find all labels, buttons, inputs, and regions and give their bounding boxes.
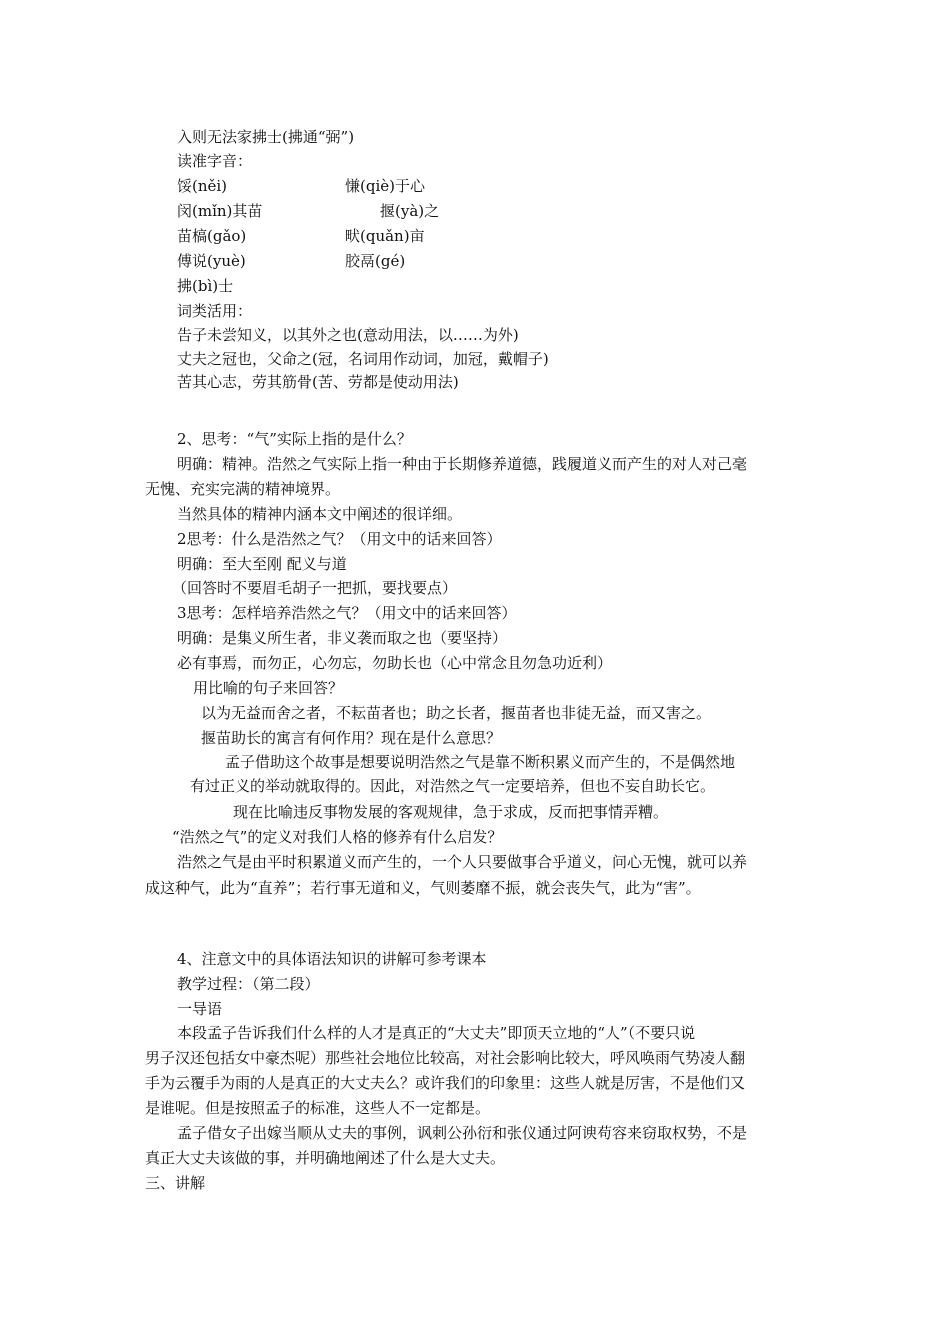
text-line: 必有事焉，而勿正，心勿忘，勿助长也（心中常念且勿急功近利） — [177, 654, 613, 672]
text-line: 苦其心志，劳其筋骨(苦、劳都是使动用法) — [177, 373, 459, 391]
question-heading: 2思考：什么是浩然之气？（用文中的话来回答） — [177, 530, 502, 548]
text-line: 当然具体的精神内涵本文中阐述的很详细。 — [177, 505, 463, 523]
text-line: 无愧、充实完满的精神境界。 — [145, 480, 341, 498]
pronunciation-item: 畎(quǎn)亩 — [345, 227, 425, 245]
text-line: 本段孟子告诉我们什么样的人才是真正的“大丈夫”即顶天立地的“人”（不要只说 — [177, 1024, 696, 1042]
pronunciation-item: 慊(qiè)于心 — [345, 177, 425, 195]
section-heading: 三、讲解 — [145, 1174, 206, 1192]
question-heading: 2、思考：“气”实际上指的是什么？ — [177, 430, 412, 448]
text-line: 成这种气，此为“直养”；若行事无道和义，气则萎靡不振，就会丧失气，此为“害”。 — [145, 879, 701, 897]
text-line: 明确：是集义所生者，非义袭而取之也（要坚持） — [177, 629, 508, 647]
pronunciation-item: 馁(něi) — [177, 177, 228, 195]
pronunciation-item: 傅说(yuè) — [177, 252, 246, 270]
question-heading: 4、注意文中的具体语法知识的讲解可参考课本 — [177, 950, 487, 968]
section-label: 一导语 — [177, 1000, 223, 1018]
section-label: 读准字音： — [177, 152, 253, 170]
text-line: 揠苗助长的寓言有何作用？现在是什么意思？ — [201, 729, 502, 747]
text-line: 入则无法家拂士(拂通“弼”) — [177, 128, 355, 146]
text-line: 有过正义的举动就取得的。因此，对浩然之气一定要培养，但也不妄自助长它。 — [190, 777, 716, 795]
text-line: 孟子借女子出嫁当顺从丈夫的事例，讽刺公孙衍和张仪通过阿谀苟容来窃取权势，不是 — [177, 1124, 748, 1142]
pronunciation-item: 闵(mǐn)其苗 — [177, 202, 263, 220]
section-label: 词类活用： — [177, 302, 253, 320]
text-line: 教学过程：（第二段） — [177, 975, 320, 993]
text-line: 男子汉还包括女中豪杰呢）那些社会地位比较高，对社会影响比较大，呼风唤雨气势凌人翻 — [145, 1049, 746, 1067]
text-line: 手为云覆手为雨的人是真正的大丈夫么？或许我们的印象里：这些人就是厉害，不是他们又 — [145, 1074, 746, 1092]
text-line: 用比喻的句子来回答？ — [193, 679, 344, 697]
text-line: （回答时不要眉毛胡子一把抓，要找要点） — [172, 579, 458, 597]
text-line: 是谁呢。但是按照孟子的标准，这些人不一定都是。 — [145, 1099, 491, 1117]
text-line: 真正大丈夫该做的事，并明确地阐述了什么是大丈夫。 — [145, 1149, 506, 1167]
text-line: 浩然之气是由平时积累道义而产生的，一个人只要做事合乎道义，问心无愧，就可以养 — [177, 853, 748, 871]
text-line: 告子未尝知义，以其外之也(意动用法，以……为外) — [177, 326, 519, 344]
question-heading: “浩然之气”的定义对我们人格的修养有什么启发？ — [172, 828, 503, 846]
pronunciation-item: 胶鬲(gé) — [345, 252, 406, 270]
text-line: 现在比喻违反事物发展的客观规律，急于求成，反而把事情弄糟。 — [233, 803, 669, 821]
pronunciation-item: 拂(bì)士 — [177, 277, 234, 295]
text-line: 明确：精神。浩然之气实际上指一种由于长期修养道德，践履道义而产生的对人对己毫 — [177, 455, 748, 473]
text-line: 明确：至大至刚 配义与道 — [177, 555, 347, 573]
text-line: 丈夫之冠也，父命之(冠，名词用作动词，加冠，戴帽子) — [177, 350, 549, 368]
pronunciation-item: 揠(yà)之 — [380, 202, 440, 220]
question-heading: 3思考：怎样培养浩然之气？（用文中的话来回答） — [177, 604, 517, 622]
text-line: 孟子借助这个故事是想要说明浩然之气是靠不断积累义而产生的，不是偶然地 — [225, 753, 736, 771]
text-line: 以为无益而舍之者，不耘苗者也；助之长者，揠苗者也非徒无益，而又害之。 — [201, 704, 712, 722]
pronunciation-item: 苗槁(gǎo) — [177, 227, 247, 245]
